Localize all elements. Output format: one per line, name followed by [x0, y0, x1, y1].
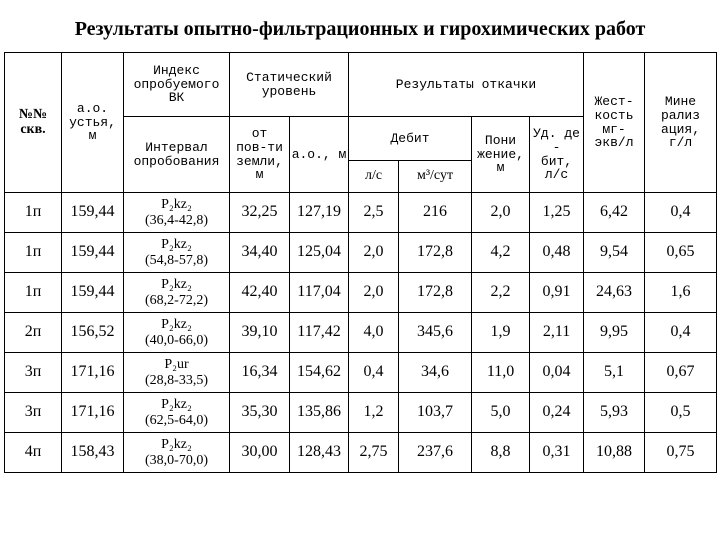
table-header [5, 53, 717, 193]
horizon-index: P₂kz₂ [161, 317, 192, 333]
header-static-level: Статический уровень [230, 53, 349, 117]
header-static-from-surface: от пов-ти земли, м [230, 117, 290, 193]
cell-static-abs: 154,62 [290, 353, 349, 393]
cell-drawdown: 4,2 [472, 233, 530, 273]
cell-discharge-ls: 1,2 [349, 393, 399, 433]
table-row [5, 313, 717, 353]
cell-drawdown: 2,0 [472, 193, 530, 233]
cell-static-abs: 127,19 [290, 193, 349, 233]
cell-drawdown: 11,0 [472, 353, 530, 393]
cell-hardness: 24,63 [584, 273, 645, 313]
cell-mineralization: 0,67 [645, 353, 717, 393]
cell-static-depth: 35,30 [230, 393, 290, 433]
interval-value: (68,2-72,2) [145, 292, 208, 308]
cell-index-interval [124, 393, 230, 433]
cell-mineralization: 1,6 [645, 273, 717, 313]
cell-index-interval [124, 233, 230, 273]
header-well-no: №№ скв. [5, 53, 62, 193]
cell-discharge-m3: 34,6 [399, 353, 472, 393]
header-discharge-m3: м³/сут [399, 161, 472, 193]
page-title: Результаты опытно-фильтрационных и гирохимических работ [74, 18, 646, 40]
cell-index-interval [124, 193, 230, 233]
horizon-index: P₂kz₂ [161, 437, 192, 453]
cell-specific-discharge: 0,24 [530, 393, 584, 433]
table-row [5, 233, 717, 273]
cell-discharge-ls: 2,0 [349, 273, 399, 313]
horizon-index: P₂kz₂ [161, 397, 192, 413]
cell-hardness: 10,88 [584, 433, 645, 473]
cell-drawdown: 5,0 [472, 393, 530, 433]
cell-mineralization: 0,4 [645, 193, 717, 233]
cell-discharge-m3: 237,6 [399, 433, 472, 473]
cell-index-interval [124, 433, 230, 473]
horizon-index: P₂kz₂ [161, 277, 192, 293]
cell-mineralization: 0,4 [645, 313, 717, 353]
header-test-interval: Интервал опробования [124, 117, 230, 193]
table-row [5, 193, 717, 233]
cell-discharge-ls: 2,5 [349, 193, 399, 233]
horizon-index: P₂kz₂ [161, 237, 192, 253]
header-pumping-results: Результаты откачки [349, 53, 584, 117]
cell-specific-discharge: 0,48 [530, 233, 584, 273]
cell-hardness: 6,42 [584, 193, 645, 233]
cell-discharge-m3: 216 [399, 193, 472, 233]
cell-elevation: 159,44 [62, 273, 124, 313]
cell-static-depth: 42,40 [230, 273, 290, 313]
cell-discharge-m3: 345,6 [399, 313, 472, 353]
cell-static-depth: 32,25 [230, 193, 290, 233]
table-body [5, 193, 717, 473]
cell-elevation: 171,16 [62, 393, 124, 433]
interval-value: (54,8-57,8) [145, 252, 208, 268]
cell-specific-discharge: 0,04 [530, 353, 584, 393]
interval-value: (62,5-64,0) [145, 412, 208, 428]
cell-static-abs: 117,04 [290, 273, 349, 313]
interval-value: (40,0-66,0) [145, 332, 208, 348]
header-static-abs: а.о., м [290, 117, 349, 193]
cell-well: 2п [5, 313, 62, 353]
cell-specific-discharge: 2,11 [530, 313, 584, 353]
header-mineralization: Мине рализ ация, г/л [645, 53, 717, 193]
cell-mineralization: 0,5 [645, 393, 717, 433]
cell-discharge-m3: 172,8 [399, 233, 472, 273]
cell-well: 1п [5, 193, 62, 233]
header-discharge: Дебит [349, 117, 472, 161]
horizon-index: P₂kz₂ [161, 197, 192, 213]
cell-well: 3п [5, 353, 62, 393]
header-mouth-elevation: а.о. устья, м [62, 53, 124, 193]
cell-elevation: 159,44 [62, 233, 124, 273]
cell-drawdown: 8,8 [472, 433, 530, 473]
cell-specific-discharge: 0,91 [530, 273, 584, 313]
cell-static-abs: 117,42 [290, 313, 349, 353]
table-row [5, 393, 717, 433]
cell-index-interval [124, 353, 230, 393]
cell-specific-discharge: 0,31 [530, 433, 584, 473]
cell-discharge-ls: 2,0 [349, 233, 399, 273]
results-table [4, 52, 717, 473]
cell-static-depth: 16,34 [230, 353, 290, 393]
cell-hardness: 9,54 [584, 233, 645, 273]
header-horizon-index: Индекс опробуемого ВК [124, 53, 230, 117]
cell-elevation: 159,44 [62, 193, 124, 233]
cell-static-abs: 135,86 [290, 393, 349, 433]
cell-well: 1п [5, 273, 62, 313]
cell-well: 1п [5, 233, 62, 273]
cell-hardness: 9,95 [584, 313, 645, 353]
cell-discharge-m3: 103,7 [399, 393, 472, 433]
cell-static-depth: 34,40 [230, 233, 290, 273]
cell-discharge-ls: 0,4 [349, 353, 399, 393]
cell-well: 3п [5, 393, 62, 433]
interval-value: (28,8-33,5) [145, 372, 208, 388]
cell-drawdown: 2,2 [472, 273, 530, 313]
cell-mineralization: 0,65 [645, 233, 717, 273]
cell-well: 4п [5, 433, 62, 473]
cell-index-interval [124, 273, 230, 313]
cell-hardness: 5,93 [584, 393, 645, 433]
cell-discharge-ls: 2,75 [349, 433, 399, 473]
table-row [5, 273, 717, 313]
cell-elevation: 156,52 [62, 313, 124, 353]
cell-drawdown: 1,9 [472, 313, 530, 353]
cell-index-interval [124, 313, 230, 353]
cell-mineralization: 0,75 [645, 433, 717, 473]
cell-static-depth: 39,10 [230, 313, 290, 353]
interval-value: (38,0-70,0) [145, 452, 208, 468]
table-row [5, 433, 717, 473]
cell-discharge-m3: 172,8 [399, 273, 472, 313]
cell-static-abs: 128,43 [290, 433, 349, 473]
header-specific-discharge: Уд. де - бит, л/с [530, 117, 584, 193]
cell-hardness: 5,1 [584, 353, 645, 393]
horizon-index: P₂ur [164, 357, 189, 373]
header-drawdown: Пони жение, м [472, 117, 530, 193]
cell-elevation: 158,43 [62, 433, 124, 473]
table-row [5, 353, 717, 393]
cell-discharge-ls: 4,0 [349, 313, 399, 353]
cell-specific-discharge: 1,25 [530, 193, 584, 233]
interval-value: (36,4-42,8) [145, 212, 208, 228]
header-hardness: Жест- кость мг- экв/л [584, 53, 645, 193]
cell-static-abs: 125,04 [290, 233, 349, 273]
cell-elevation: 171,16 [62, 353, 124, 393]
cell-static-depth: 30,00 [230, 433, 290, 473]
header-discharge-ls: л/с [349, 161, 399, 193]
